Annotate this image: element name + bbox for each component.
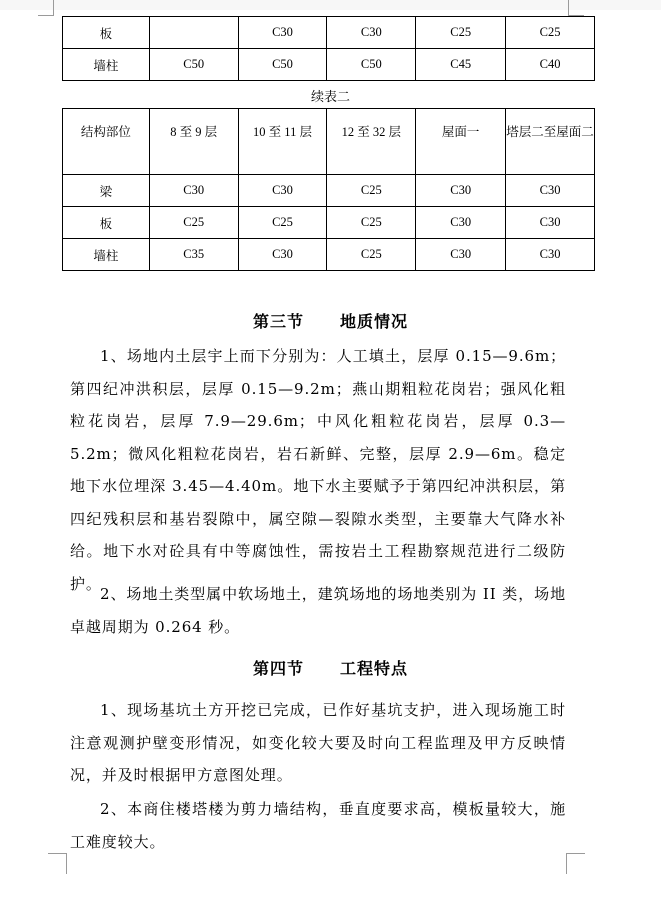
row-label: 墙柱: [63, 49, 150, 81]
table-cell: C30: [238, 239, 327, 271]
crop-mark-top-right: [568, 0, 584, 16]
column-header: 塔层二至屋面二: [506, 109, 595, 175]
table-cell: C25: [327, 239, 416, 271]
table-cell: C40: [506, 49, 595, 81]
row-label: 板: [63, 207, 150, 239]
table-row: [63, 239, 595, 271]
paragraph: [70, 793, 566, 858]
crop-mark-bottom-left: [48, 853, 67, 874]
crop-mark-bottom-right: [566, 853, 585, 874]
section-heading-geology: [0, 309, 661, 332]
table-cell: C25: [416, 17, 506, 49]
table-header-row: [63, 109, 595, 175]
concrete-grade-table-2: [62, 108, 595, 271]
paragraph-text: 1、现场基坑土方开挖已完成，已作好基坑支护，进入现场施工时注意观测护壁变形情况，如变化较大要及时向工程监理及甲方反映情况，并及时根据甲方意图处理。: [70, 701, 566, 784]
column-header: 12 至 32 层: [327, 109, 416, 175]
row-label: 板: [63, 17, 150, 49]
table-cell: C25: [327, 207, 416, 239]
section-title: 地质情况: [340, 312, 409, 331]
table-cell: C30: [238, 175, 327, 207]
table-cell: C50: [149, 49, 238, 81]
crop-mark-top-left: [38, 0, 54, 16]
section-number: 第四节: [252, 659, 304, 678]
table-cell: C30: [149, 175, 238, 207]
paragraph-text: 2、场地土类型属中软场地土，建筑场地的场地类别为 II 类，场地卓越周期为 0.264 秒。: [70, 585, 566, 636]
table-cell: C50: [238, 49, 327, 81]
table-row: [63, 207, 595, 239]
table-row: [63, 17, 595, 49]
table-cell: C30: [238, 17, 327, 49]
section-title: 工程特点: [340, 659, 409, 678]
column-header: 屋面一: [416, 109, 506, 175]
table-cell: C30: [506, 175, 595, 207]
table-cell: C30: [416, 239, 506, 271]
paragraph: [70, 340, 566, 600]
table-row: [63, 175, 595, 207]
page-top-gap: [0, 0, 661, 10]
table-row: [63, 49, 595, 81]
paragraph: [70, 694, 566, 792]
table-caption: 续表二: [310, 89, 350, 104]
section-heading-features: [0, 656, 661, 679]
paragraph-text: 2、本商住楼塔楼为剪力墙结构，垂直度要求高，模板量较大，施工难度较大。: [70, 800, 566, 851]
section-number: 第三节: [252, 312, 304, 331]
column-header: 结构部位: [63, 109, 150, 175]
table-cell: [149, 17, 238, 49]
row-label: 墙柱: [63, 239, 150, 271]
table-cell: C30: [416, 175, 506, 207]
table-cell: C30: [506, 207, 595, 239]
paragraph: [70, 578, 566, 643]
column-header: 8 至 9 层: [149, 109, 238, 175]
table-cell: C30: [327, 17, 416, 49]
row-label: 梁: [63, 175, 150, 207]
table-cell: C30: [506, 239, 595, 271]
table-cell: C25: [149, 207, 238, 239]
table-cell: C25: [506, 17, 595, 49]
table-cell: C50: [327, 49, 416, 81]
table-cell: C25: [238, 207, 327, 239]
table-cell: C45: [416, 49, 506, 81]
table-cell: C35: [149, 239, 238, 271]
concrete-grade-table-continued: [62, 16, 595, 81]
paragraph-text: 1、场地内土层宇上而下分别为：人工填土，层厚 0.15—9.6m；第四纪冲洪积层，层厚 0.15—9.2m；燕山期粗粒花岗岩；强风化粗粒花岗岩，层厚 7.9—29.6m；中风化粗粒花岗岩，层厚 0.3—5.2m；微风化粗粒花岗岩，岩石新鲜、完整，层厚 2.9—6m。稳定地下水位埋深 3.45—4.40m。地下水主要赋予于第四纪冲洪积层，第四纪残积层和基岩裂隙中，属空隙—裂隙水类型，主要靠大气降水补给。地下水对砼具有中等腐蚀性，需按岩土工程勘察规范进行二级防护。: [70, 347, 566, 593]
table-cell: C25: [327, 175, 416, 207]
column-header: 10 至 11 层: [238, 109, 327, 175]
table-cell: C30: [416, 207, 506, 239]
